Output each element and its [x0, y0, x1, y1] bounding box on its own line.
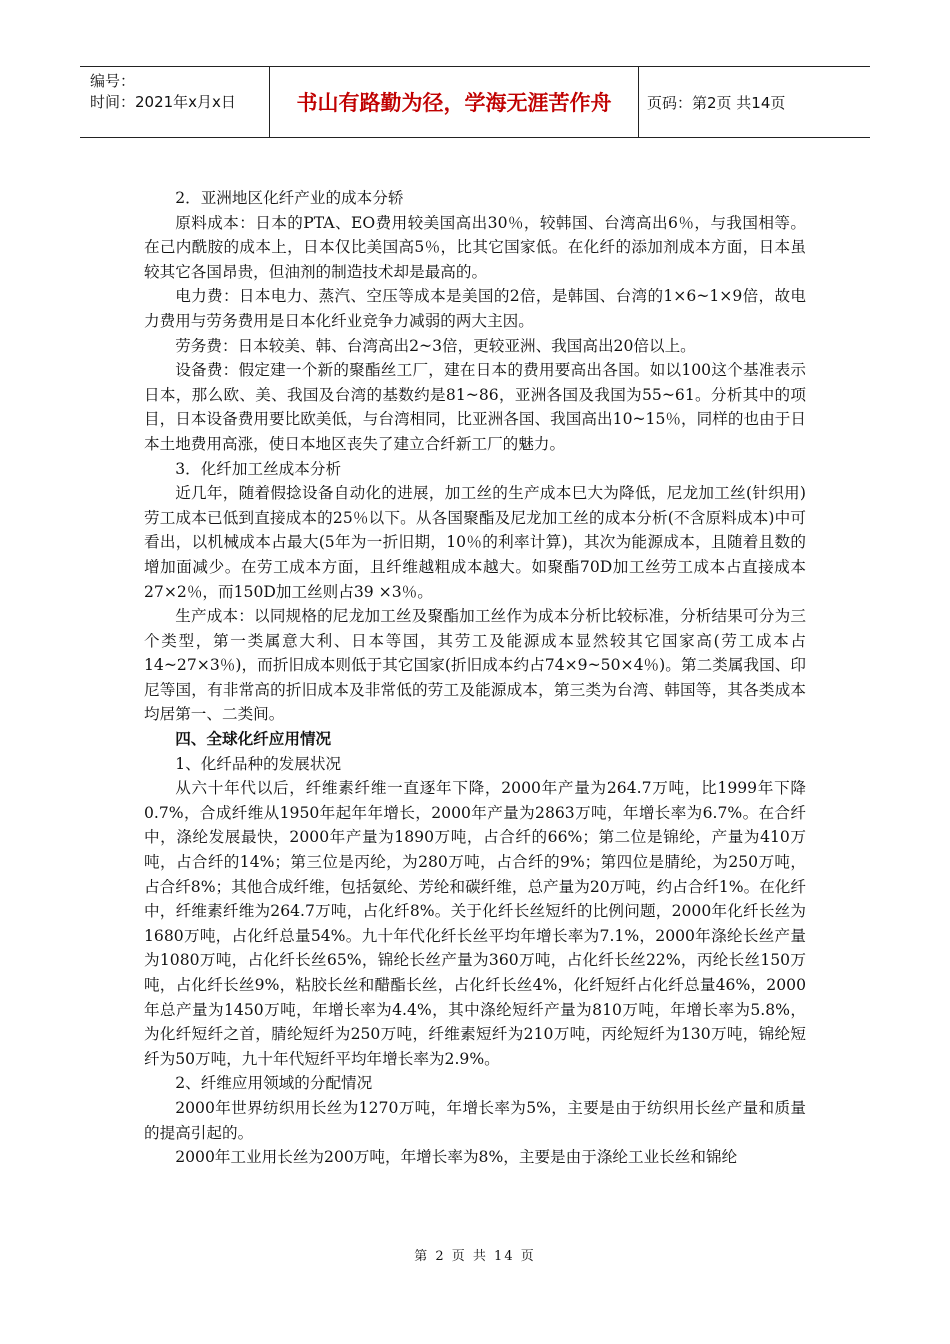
header-page-info: 页码：第2页 共14页	[647, 93, 786, 112]
paragraph-raw-material-cost: 原料成本：日本的PTA、EO费用较美国高出30％，较韩国、台湾高出6％，与我国相等。在己内酰胺的成本上，日本仅比美国高5％，比其它国家低。在化纤的添加剂成本方面，日本虽较其它各国昂贵，但油剂的制造技术却是最高的。	[144, 213, 806, 281]
paragraph-industrial-filament: 2000年工业用长丝为200万吨，年增长率为8%，主要是由于涤纶工业长丝和锦纶	[175, 1148, 738, 1167]
section-title-application-fields: 2、纤维应用领域的分配情况	[175, 1074, 373, 1093]
paragraph-textile-filament: 2000年世界纺织用长丝为1270万吨，年增长率为5%，主要是由于纺织用长丝产量和质量的提高引起的。	[144, 1098, 806, 1142]
section-title-textured-yarn: 3．化纤加工丝成本分析	[175, 459, 342, 478]
document-time-label: 时间：2021年x月x日	[90, 93, 236, 111]
paragraph-production-cost: 生产成本：以同规格的尼龙加工丝及聚酯加工丝作为成本分析比较标准，分析结果可分为三个类型，第一类属意大利、日本等国，其劳工及能源成本显然较其它国家高(劳工成本占14~27×3％)，而折旧成本则低于其它国家(折旧成本约占74×9~50×4％)。第二类属我国、印尼等国，有非常高的折旧成本及非常低的劳工及能源成本，第三类为台湾、韩国等，其各类成本均居第一、二类间。	[144, 607, 806, 724]
section-title-cost-analysis: 2．亚洲地区化纤产业的成本分轿	[175, 189, 404, 207]
document-body	[144, 186, 806, 1170]
page-header	[80, 66, 870, 138]
paragraph-electricity-cost: 电力费：日本电力、蒸汽、空压等成本是美国的2倍，是韩国、台湾的1×6~1×9倍，故电力费用与劳务费用是日本化纤业竞争力减弱的两大主因。	[144, 287, 806, 330]
chapter-heading-global-application: 四、全球化纤应用情况	[175, 729, 332, 749]
paragraph-equipment-cost: 设备费：假定建一个新的聚酯丝工厂，建在日本的费用要高出各国。如以100这个基准表示日本，那么欧、美、我国及台湾的基数约是81~86，亚洲各国及我国为55~61。分析其中的项目，日本设备费用要比欧美低，与台湾相同，比亚洲各国、我国高出10~15％，同样的也由于日本土地费用高涨，使日本地区丧失了建立合纤新工厂的魅力。	[144, 361, 806, 453]
paragraph-textured-yarn: 近几年，随着假捻设备自动化的进展，加工丝的生产成本巳大为降低，尼龙加工丝(针织用)劳工成本已低到直接成本的25％以下。从各国聚酯及尼龙加工丝的成本分析(不含原料成本)中可看出，以机械成本占最大(5年为一折旧期，10％的利率计算)，其次为能源成本，且随着且数的增加面减少。在劳工成本方面，且纤维越粗成本越大。如聚酯70D加工丝劳工成本占直接成本27×2％，而150D加工丝则占39 ×3％。	[144, 484, 806, 601]
section-title-fiber-varieties: 1、化纤品种的发展状况	[175, 754, 342, 773]
paragraph-labor-cost: 劳务费：日本较美、韩、台湾高出2~3倍，更较亚洲、我国高出20倍以上。	[175, 336, 696, 355]
document-number-label: 编号：	[90, 72, 136, 90]
page-footer: 第 2 页 共 14 页	[414, 1249, 536, 1264]
header-motto: 书山有路勤为径，学海无涯苦作舟	[270, 67, 639, 137]
paragraph-fiber-varieties: 从六十年代以后，纤维素纤维一直逐年下降，2000年产量为264.7万吨，比1999年下降0.7%，合成纤维从1950年起年年增长，2000年产量为2863万吨，年增长率为6.7%。在合纤中，涤纶发展最快，2000年产量为1890万吨，占合纤的66%；第二位是锦纶，产量为410万吨，占合纤的14%；第三位是丙纶，为280万吨，占合纤的9%；第四位是腈纶，为250万吨，占合纤8%；其他合成纤维，包括氨纶、芳纶和碳纤维，总产量为20万吨，约占合纤1%。在化纤中，纤维素纤维为264.7万吨，占化纤8%。关于化纤长丝短纤的比例问题，2000年化纤长丝为1680万吨，占化纤总量54%。九十年代化纤长丝平均年增长率为7.1%，2000年涤纶长丝产量为1080万吨，占化纤长丝65%，锦纶长丝产量为360万吨，占化纤长丝22%，丙纶长丝150万吨，占化纤长丝9%，粘胶长丝和醋酯长丝，占化纤长丝4%，化纤短纤占化纤总量46%，2000年总产量为1450万吨，年增长率为4.4%，其中涤纶短纤产量为810万吨，年增长率为5.8%，为化纤短纤之首，腈纶短纤为250万吨，纤维素短纤为210万吨，丙纶短纤为130万吨，锦纶短纤为50万吨，九十年代短纤平均年增长率为2.9%。	[144, 779, 806, 1068]
header-meta	[80, 67, 270, 137]
